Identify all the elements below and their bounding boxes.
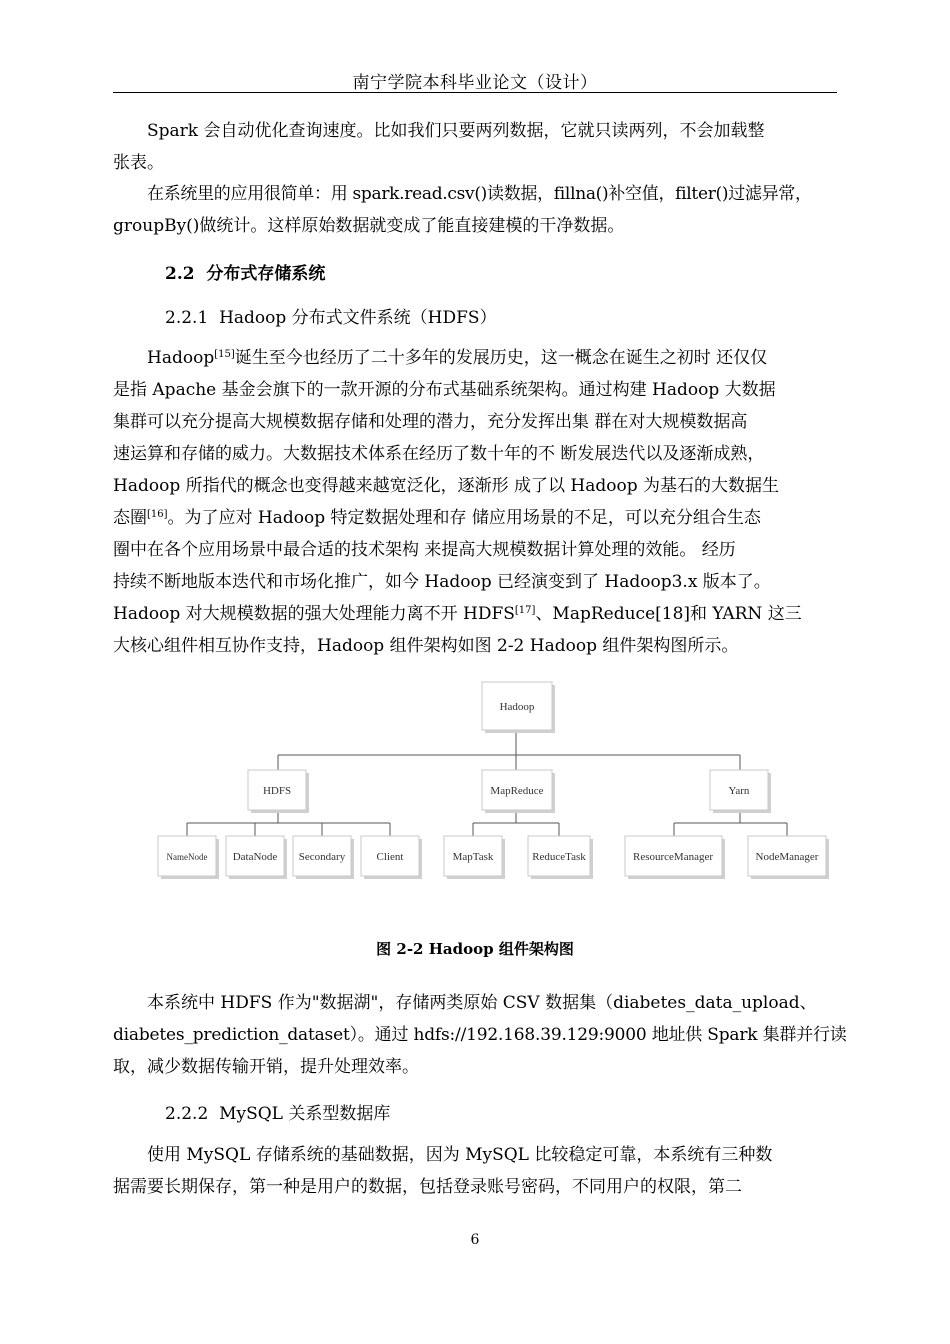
paragraph-hadoop-history [113,342,837,662]
section-title: 分布式存储系统 [206,264,326,284]
text-line: 使用 MySQL 存储系统的基础数据，因为 MySQL 比较稳定可靠，本系统有三种数 [147,1145,773,1165]
section-number: 2.2.1 [165,308,209,328]
node-label: ReduceTask [532,851,586,863]
text-span: 。为了应对 Hadoop 特定数据处理和存 储应用场景的不足，可以充分组合生态 [167,508,761,528]
text-line: 速运算和存储的威力。大数据技术体系在经历了数十年的不 断发展迭代以及逐渐成熟， [113,444,765,464]
section-heading-2-2-1 [165,303,497,328]
text-span: Hadoop [147,348,215,368]
text-line: 据需要长期保存，第一种是用户的数据，包括登录账号密码，不同用户的权限，第二 [113,1177,742,1197]
text-line [113,598,837,630]
text-span: 诞生至今也经历了二十多年的发展历史，这一概念在诞生之初时 还仅仅 [234,348,768,368]
figure-caption: 图 2-2 Hadoop 组件架构图 [376,940,574,958]
diagram-node-client [361,836,422,879]
diagram-node-yarn [710,770,771,813]
text-line [113,502,837,534]
node-label: NameNode [166,852,208,862]
node-label: NodeManager [755,851,819,863]
page-number: 6 [470,1232,480,1248]
text-line: 张表。 [113,153,164,173]
node-label: ResourceManager [632,851,714,863]
diagram-node-hdfs [248,770,309,813]
node-label: Yarn [728,785,750,797]
paragraph-hdfs-datalake [113,987,847,1083]
node-label: DataNode [232,851,278,863]
text-span: Hadoop 对大规模数据的强大处理能力离不开 HDFS [113,604,515,624]
section-number: 2.2 [165,264,195,284]
node-label: Hadoop [499,701,535,713]
diagram-node-maptask [444,836,505,879]
node-label: Client [376,851,404,863]
diagram-node-resourcemanager [625,836,725,879]
text-line: groupBy()做统计。这样原始数据就变成了能直接建模的干净数据。 [113,216,625,236]
section-number: 2.2.2 [165,1104,209,1124]
text-span: 态圈 [113,508,147,528]
node-label: MapReduce [490,785,544,797]
node-label: Secondary [298,851,346,863]
text-line: Hadoop 所指代的概念也变得越来越宽泛化，逐渐形 成了以 Hadoop 为基石的大数据生 [113,476,780,496]
hadoop-architecture-diagram [150,675,840,890]
text-line: 取，减少数据传输开销，提升处理效率。 [113,1057,419,1077]
text-line: Spark 会自动优化查询速度。比如我们只要两列数据，它就只读两列，不会加载整 [147,121,765,141]
node-label: HDFS [262,785,292,797]
section-heading-2-2 [165,259,325,284]
diagram-node-secondary [293,836,354,879]
paragraph-mysql [113,1139,837,1203]
text-line [113,342,837,374]
citation-ref: [17] [514,605,536,616]
text-span: 、MapReduce[18]和 YARN 这三 [535,604,802,624]
citation-ref: [15] [214,349,235,360]
text-line: 是指 Apache 基金会旗下的一款开源的分布式基础系统架构。通过构建 Hadoop 大数据 [113,380,776,400]
diagram-node-reducetask [528,836,593,879]
section-title: MySQL 关系型数据库 [219,1104,391,1124]
paragraph-spark-optimization [113,115,837,179]
text-line: 本系统中 HDFS 作为"数据湖"，存储两类原始 CSV 数据集（diabetes_data_upload、 [147,993,817,1013]
page-header: 南宁学院本科毕业论文（设计） [352,73,598,93]
section-title: Hadoop 分布式文件系统（HDFS） [219,308,497,328]
diagram-node-namenode [158,836,219,879]
text-line: 大核心组件相互协作支持，Hadoop 组件架构如图 2-2 Hadoop 组件架构图所示。 [113,636,739,656]
diagram-node-mapreduce [482,770,555,813]
header-rule [113,92,837,93]
text-line: 在系统里的应用很简单：用 spark.read.csv()读数据，fillna()补空值，filter()过滤异常， [147,184,812,204]
section-heading-2-2-2 [165,1099,390,1124]
citation-ref: [16] [147,509,168,520]
paragraph-spark-usage [113,178,837,242]
diagram-node-datanode [226,836,287,879]
diagram-node-hadoop [482,682,555,733]
text-line: 圈中在各个应用场景中最合适的技术架构 来提高大规模数据计算处理的效能。 经历 [113,540,736,560]
node-label: MapTask [452,851,494,863]
text-line: 集群可以充分提高大规模数据存储和处理的潜力，充分发挥出集 群在对大规模数据高 [113,412,748,432]
diagram-node-nodemanager [748,836,829,879]
text-line: diabetes_prediction_dataset）。通过 hdfs://192.168.39.129:9000 地址供 Spark 集群并行读 [113,1025,847,1045]
text-line: 持续不断地版本迭代和市场化推广，如今 Hadoop 已经演变到了 Hadoop3.x 版本了。 [113,572,771,592]
